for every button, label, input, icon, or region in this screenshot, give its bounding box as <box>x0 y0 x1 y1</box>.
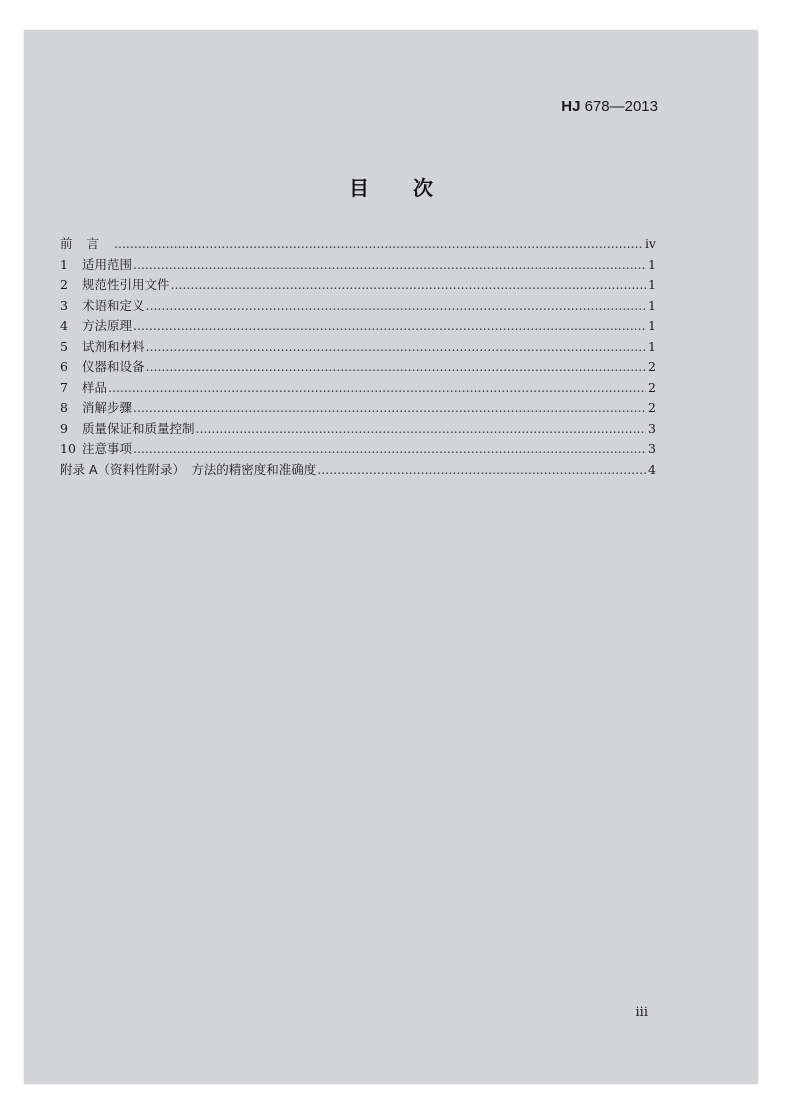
toc-entry-label: 规范性引用文件 <box>82 277 170 292</box>
toc-entry-page: 1 <box>648 297 656 313</box>
toc-leader-dots <box>133 400 646 415</box>
toc-entry-appendix-a[interactable] <box>60 460 656 481</box>
toc-entry-number: 3 <box>60 297 68 313</box>
toc-leader-dots <box>114 236 643 251</box>
toc-entry-label: 附录 A（资料性附录） 方法的精密度和准确度 <box>60 461 317 477</box>
toc-leader-dots <box>108 380 646 395</box>
document-code-number: 678—2013 <box>580 98 658 115</box>
toc-entry-page: 3 <box>648 441 656 456</box>
toc-leader-dots <box>146 359 647 374</box>
toc-entry-page: 4 <box>648 461 656 477</box>
toc-entry-8[interactable] <box>60 398 656 419</box>
toc-entry-label: 试剂和材料 <box>82 338 145 354</box>
toc-leader-dots <box>171 277 647 292</box>
toc-entry-label: 仪器和设备 <box>82 359 145 374</box>
toc-title: 目次 <box>349 176 477 200</box>
toc-entry-number: 2 <box>60 277 68 292</box>
toc-entry-4[interactable] <box>60 316 656 337</box>
toc-entry-1[interactable] <box>60 255 656 276</box>
toc-entry-label: 质量保证和质量控制 <box>82 420 195 436</box>
toc-entry-2[interactable] <box>60 275 656 296</box>
toc-entry-label: 方法原理 <box>82 318 133 333</box>
toc-entry-10[interactable] <box>60 439 656 460</box>
table-of-contents <box>60 234 656 480</box>
toc-entry-3[interactable] <box>60 296 656 317</box>
toc-entry-6[interactable] <box>60 357 656 378</box>
toc-entry-9[interactable] <box>60 419 656 440</box>
toc-entry-page: iv <box>644 236 656 251</box>
toc-leader-dots <box>133 441 646 456</box>
toc-entry-number: 7 <box>60 379 68 395</box>
toc-leader-dots <box>146 298 647 313</box>
toc-entry-number: 8 <box>60 400 68 415</box>
toc-leader-dots <box>196 421 647 436</box>
toc-entry-label: 术语和定义 <box>82 297 145 313</box>
toc-entry-page: 3 <box>648 420 656 436</box>
toc-entry-page: 1 <box>648 256 656 272</box>
toc-entry-page: 2 <box>648 400 656 415</box>
toc-entry-label: 适用范围 <box>82 256 133 272</box>
toc-leader-dots <box>133 318 646 333</box>
toc-entry-page: 1 <box>648 338 656 354</box>
toc-entry-7[interactable] <box>60 378 656 399</box>
toc-leader-dots <box>133 257 646 272</box>
toc-entry-page: 1 <box>648 318 656 333</box>
toc-entry-number: 5 <box>60 338 68 354</box>
document-code-prefix: HJ <box>561 98 581 115</box>
toc-entry-5[interactable] <box>60 337 656 358</box>
toc-entry-label: 注意事项 <box>82 441 133 456</box>
toc-entry-number: 1 <box>60 256 68 272</box>
toc-entry-number: 10 <box>60 441 76 456</box>
page-number: iii <box>635 1005 648 1020</box>
document-code <box>561 98 658 115</box>
toc-entry-page: 2 <box>648 359 656 374</box>
toc-entry-page: 2 <box>648 379 656 395</box>
toc-entry-foreword[interactable] <box>60 234 656 255</box>
toc-leader-dots <box>146 339 647 354</box>
toc-leader-dots <box>317 462 646 477</box>
toc-entry-number: 9 <box>60 420 68 436</box>
toc-entry-page: 1 <box>648 277 656 292</box>
toc-entry-number: 6 <box>60 359 68 374</box>
toc-entry-label: 消解步骤 <box>82 400 133 415</box>
toc-entry-label: 前言 <box>60 236 114 251</box>
toc-entry-label: 样品 <box>82 379 108 395</box>
document-page <box>24 30 758 1084</box>
toc-entry-number: 4 <box>60 318 68 333</box>
